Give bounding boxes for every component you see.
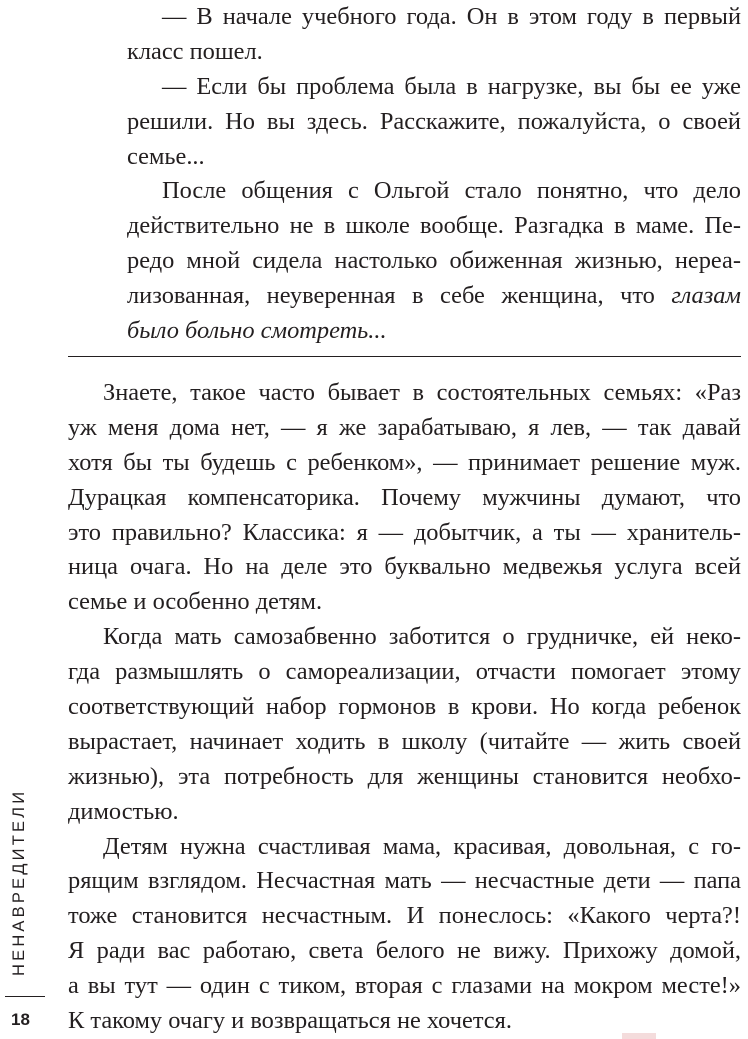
- running-head-book-title: НЕНАВРЕДИТЕЛИ: [10, 788, 28, 976]
- text-line: Знаете, такое часто бывает в состоятельных семьях: «Раз: [103, 379, 741, 406]
- text-line: редо мной сидела настолько обиженная жизнью, нереа-: [127, 247, 741, 275]
- text-line: а вы тут — один с тиком, вторая с глазами на мокром месте!»: [68, 972, 741, 1000]
- text-line: Я ради вас работаю, света белого не вижу. Прихожу домой,: [68, 937, 741, 965]
- text-line-mixed: [127, 279, 741, 314]
- text-line: это правильно? Классика: я — добытчик, а ты — хранитель-: [68, 518, 741, 546]
- folio-rule: [5, 996, 45, 997]
- text-line: семье и особенно детям.: [68, 588, 323, 616]
- text-line: действительно не в школе вообще. Разгадка в маме. Пе-: [127, 212, 741, 240]
- text-line: класс пошел.: [127, 37, 263, 65]
- section-divider: [68, 356, 741, 357]
- text-line: рящим взглядом. Несчастная мать — несчастные дети — папа: [68, 867, 741, 895]
- text-line: уж меня дома нет, — я же зарабатываю, я лев, — так давай: [68, 413, 741, 441]
- quote-paragraph-2: [127, 70, 741, 175]
- text-line: семье...: [127, 142, 205, 170]
- text-line-italic: [127, 314, 741, 349]
- text-line: ница очага. Но на деле это буквально медвежья услуга всей: [68, 553, 741, 581]
- text-line: вырастает, начинает ходить в школу (читайте — жить своей: [68, 727, 741, 755]
- sticker-mark: [622, 1033, 656, 1039]
- text-segment: лизованная, неуверенная в себе женщина, что: [127, 282, 672, 310]
- text-line: — Если бы проблема была в нагрузке, вы бы ее уже: [162, 72, 741, 100]
- body-text-block: [68, 376, 741, 1039]
- text-line: — В начале учебного года. Он в этом году в первый: [162, 3, 741, 30]
- text-line: решили. Но вы здесь. Расскажите, пожалуйста, о своей: [127, 107, 741, 135]
- text-line: соответствующий набор гормонов в крови. Но когда ребенок: [68, 693, 741, 721]
- quoted-dialogue-block: [127, 0, 741, 349]
- page-number: 18: [11, 1010, 30, 1029]
- text-line: Дурацкая компенсаторика. Почему мужчины думают, что: [68, 483, 741, 511]
- text-line: К такому очагу и возвращаться не хочется.: [68, 1007, 512, 1035]
- text-line: гда размышлять о самореализации, отчасти помогает этому: [68, 658, 741, 686]
- text-line: Детям нужна счастливая мама, красивая, довольная, с го-: [103, 832, 741, 860]
- italic-segment: глазам: [671, 282, 741, 310]
- text-line: хотя бы ты будешь с ребенком», — принимает решение муж.: [68, 448, 741, 476]
- quote-paragraph-1: [127, 0, 741, 70]
- text-line: После общения с Ольгой стало понятно, что дело: [162, 177, 741, 205]
- italic-segment: было больно смотреть...: [127, 317, 387, 345]
- text-line: Когда мать самозабвенно заботится о грудничке, ей неко-: [103, 623, 741, 651]
- body-paragraph-2: [68, 620, 741, 829]
- text-line: жизнью), эта потребность для женщины становится необхо-: [68, 762, 741, 790]
- text-line: тоже становится несчастным. И понеслось: «Какого черта?!: [68, 902, 741, 930]
- quote-paragraph-3: [127, 174, 741, 348]
- body-paragraph-3: [68, 830, 741, 1039]
- text-line: димостью.: [68, 797, 179, 825]
- body-paragraph-1: [68, 376, 741, 620]
